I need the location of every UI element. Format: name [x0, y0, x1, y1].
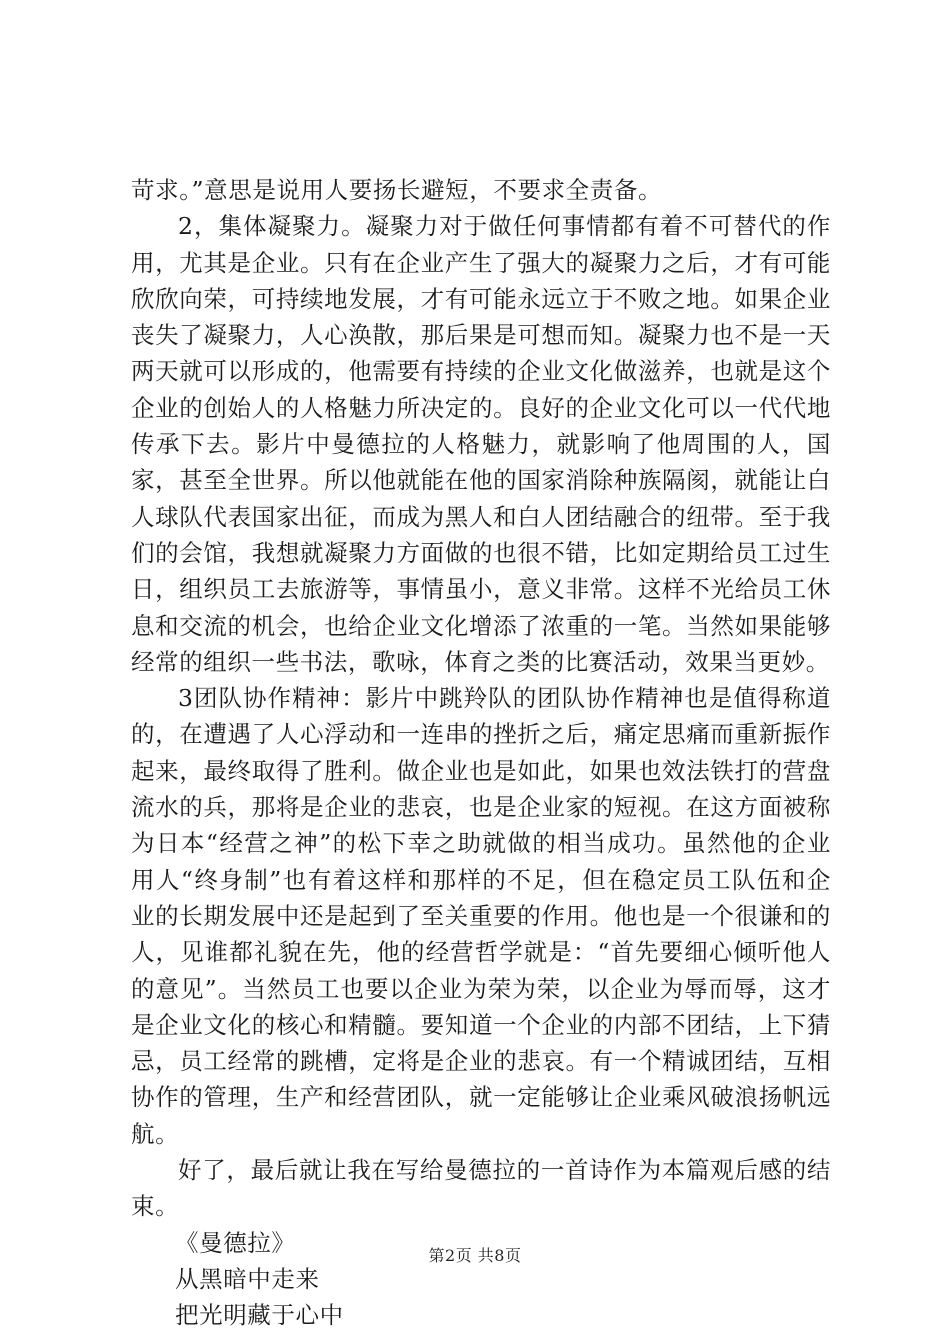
- poem-title: 《曼德拉》: [175, 1228, 296, 1257]
- poem-line: 把光明藏于心中: [175, 1301, 344, 1330]
- paragraph-teamwork: 3团队协作精神：影片中跳羚队的团队协作精神也是值得称道的，在遭遇了人心浮动和一连串的挫折之后，痛定思痛而重新振作起来，最终取得了胜利。做企业也是如此，如果也效法铁打的营盘流水的兵，那将是企业的悲哀，也是企业家的短视。在这方面被称为日本“经营之神”的松下幸之助就做的相当成功。虽然他的企业用人“终身制”也有着这样和那样的不足，但在稳定员工队伍和企业的长期发展中还是起到了至关重要的作用。他也是一个很谦和的人，见谁都礼貌在先，他的经营哲学就是：“首先要细心倾听他人的意见”。当然员工也要以企业为荣为荣，以企业为辱而辱，这才是企业文化的核心和精髓。要知道一个企业的内部不团结，上下猜忌，员工经常的跳槽，定将是企业的悲哀。有一个精诚团结，互相协作的管理，生产和经营团队，就一定能够让企业乘风破浪扬帆远航。: [131, 684, 831, 1148]
- poem-line: 从黑暗中走来: [175, 1264, 320, 1293]
- paragraph-continuation: 苛求。”意思是说用人要扬长避短，不要求全责备。: [131, 176, 663, 204]
- page-number-footer: 第2页 共8页: [428, 1246, 522, 1265]
- paragraph-conclusion: 好了，最后就让我在写给曼德拉的一首诗作为本篇观后感的结束。: [131, 1156, 831, 1221]
- document-body: [131, 172, 831, 1334]
- paragraph-cohesion: 2，集体凝聚力。凝聚力对于做任何事情都有着不可替代的作用，尤其是企业。只有在企业产生了强大的凝聚力之后，才有可能欣欣向荣，可持续地发展，才有可能永远立于不败之地。如果企业丧失了凝聚力，人心涣散，那后果是可想而知。凝聚力也不是一天两天就可以形成的，他需要有持续的企业文化做滋养，也就是这个企业的创始人的人格魅力所决定的。良好的企业文化可以一代代地传承下去。影片中曼德拉的人格魅力，就影响了他周围的人，国家，甚至全世界。所以他就能在他的国家消除种族隔阂，就能让白人球队代表国家出征，而成为黑人和白人团结融合的纽带。至于我们的会馆，我想就凝聚力方面做的也很不错，比如定期给员工过生日，组织员工去旅游等，事情虽小，意义非常。这样不光给员工休息和交流的机会，也给企业文化增添了浓重的一笔。当然如果能够经常的组织一些书法，歌咏，体育之类的比赛活动，效果当更妙。: [131, 212, 831, 676]
